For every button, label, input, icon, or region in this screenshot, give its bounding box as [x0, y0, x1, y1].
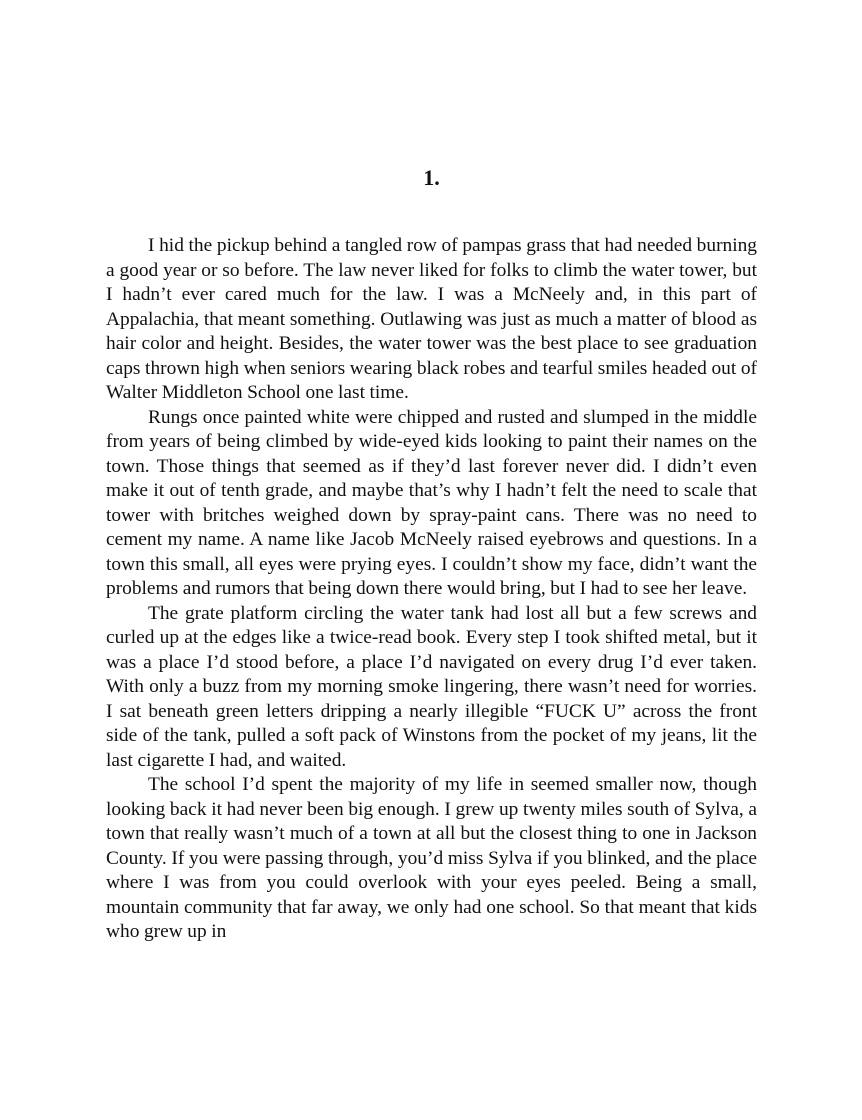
chapter-title: 1. [423, 165, 440, 190]
paragraph: Rungs once painted white were chipped and rusted and slumped in the middle from years of being climbed by wide-eyed kids looking to paint their names on the town. Those things that seemed as if they’d last forever never did. I didn’t even make it out of tenth grade, and maybe that’s why I hadn’t felt the need to scale that tower with britches weighed down by spray-paint cans. There was no need to cement my name. A name like Jacob McNeely raised eyebrows and questions. In a town this small, all eyes were prying eyes. I couldn’t show my face, didn’t want the problems and rumors that being down there would bring, but I had to see her leave. [106, 406, 757, 599]
paragraph: The grate platform circling the water tank had lost all but a few screws and curled up at the edges like a twice-read book. Every step I took shifted metal, but it was a place I’d stood before, a place I’d navigated on every drug I’d ever taken. With only a buzz from my morning smoke lingering, there wasn’t need for worries. I sat beneath green letters dripping a nearly illegible “FUCK U” across the front side of the tank, pulled a soft pack of Winstons from the pocket of my jeans, lit the last cigarette I had, and waited. [106, 602, 757, 771]
paragraph: I hid the pickup behind a tangled row of pampas grass that had needed burning a good year or so before. The law never liked for folks to climb the water tower, but I hadn’t ever cared much for the law. I was a McNeely and, in this part of Appalachia, that meant something. Outlawing was just as much a matter of blood as hair color and height. Besides, the water tower was the best place to see graduation caps thrown high when seniors wearing black robes and tearful smiles headed out of Walter Middleton School one last time. [106, 235, 757, 403]
paragraph: The school I’d spent the majority of my life in seemed smaller now, though looking back it had never been big enough. I grew up twenty miles south of Sylva, a town that really wasn’t much of a town at all but the closest thing to one in Jackson County. If you were passing through, you’d miss Sylva if you blinked, and the place where I was from you could overlook with your eyes peeled. Being a small, mountain community that far away, we only had one school. So that meant that kids who grew up in [106, 774, 757, 942]
chapter-body [106, 234, 757, 945]
